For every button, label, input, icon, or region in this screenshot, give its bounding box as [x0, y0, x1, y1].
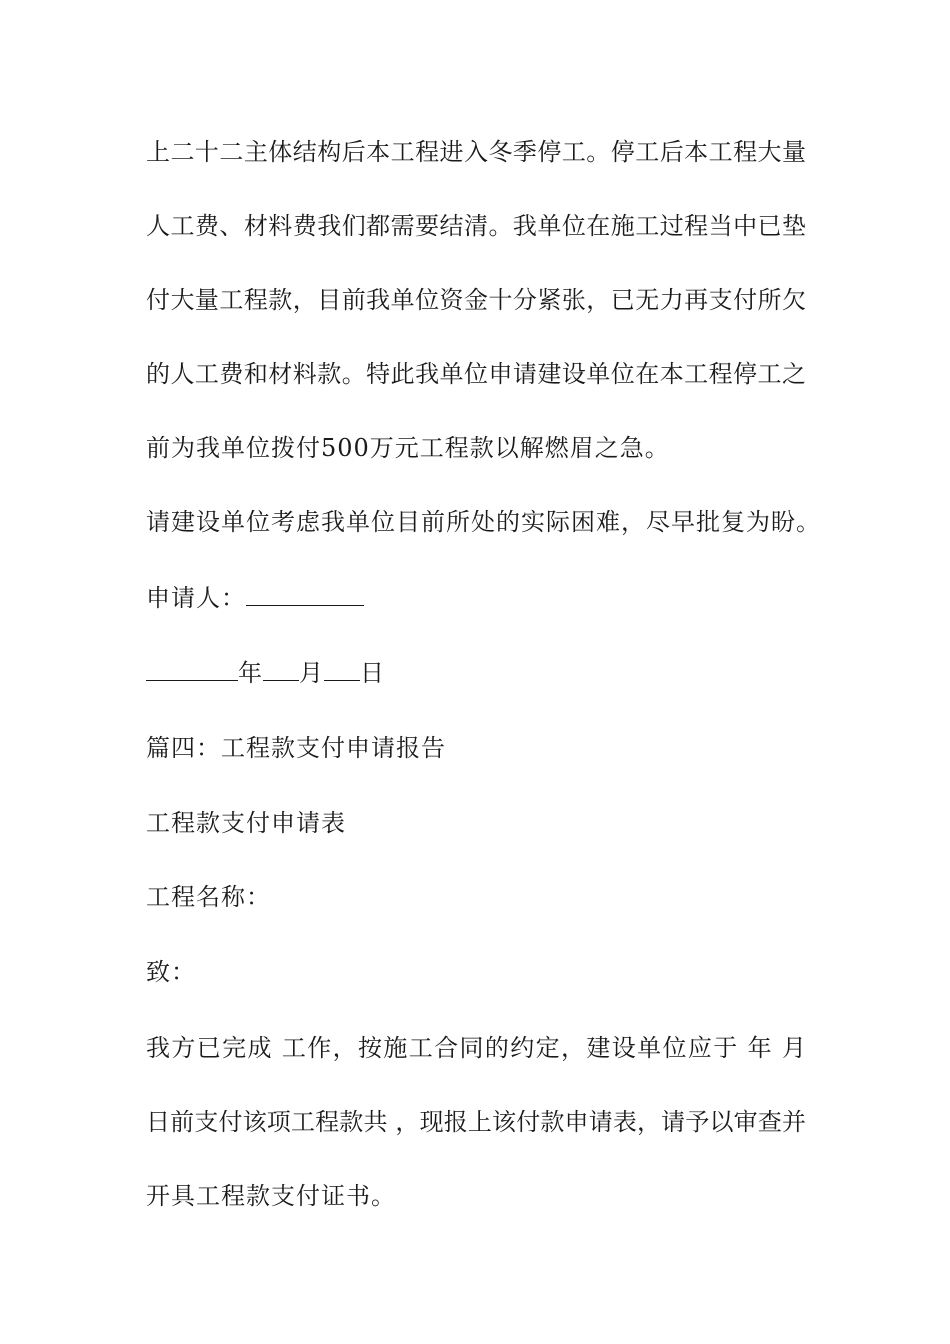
- paragraph-line-5: 前为我单位拨付500万元工程款以解燃眉之急。: [146, 434, 670, 462]
- applicant-label: 申请人：: [146, 584, 246, 612]
- paragraph-line-3: 付大量工程款，目前我单位资金十分紧张，已无力再支付所欠: [146, 286, 806, 314]
- paragraph-line-2: 人工费、材料费我们都需要结清。我单位在施工过程当中已垫: [146, 212, 806, 240]
- date-line: [146, 658, 385, 688]
- month-label: 月: [299, 659, 324, 687]
- section-title: 篇四：工程款支付申请报告: [146, 734, 446, 762]
- applicant-blank: [246, 583, 364, 606]
- project-name-label: 工程名称：: [146, 883, 271, 911]
- paragraph-line-4: 的人工费和材料款。特此我单位申请建设单位在本工程停工之: [146, 360, 806, 388]
- day-blank: [324, 658, 360, 681]
- applicant-line: [146, 583, 364, 613]
- form-title: 工程款支付申请表: [146, 809, 346, 837]
- form-paragraph-line-3: 开具工程款支付证书。: [146, 1182, 396, 1210]
- day-label: 日: [360, 659, 385, 687]
- year-label: 年: [238, 659, 263, 687]
- paragraph-line-1: 上二十二主体结构后本工程进入冬季停工。停工后本工程大量: [146, 138, 806, 166]
- request-paragraph: 请建设单位考虑我单位目前所处的实际困难，尽早批复为盼。: [146, 508, 821, 536]
- form-paragraph-line-2: 日前支付该项工程款共 ，现报上该付款申请表，请予以审查并: [146, 1108, 806, 1136]
- month-blank: [263, 658, 299, 681]
- to-label: 致：: [146, 958, 196, 986]
- year-blank: [146, 658, 238, 681]
- form-paragraph-line-1: 我方已完成 工作，按施工合同的约定，建设单位应于 年 月: [146, 1034, 806, 1062]
